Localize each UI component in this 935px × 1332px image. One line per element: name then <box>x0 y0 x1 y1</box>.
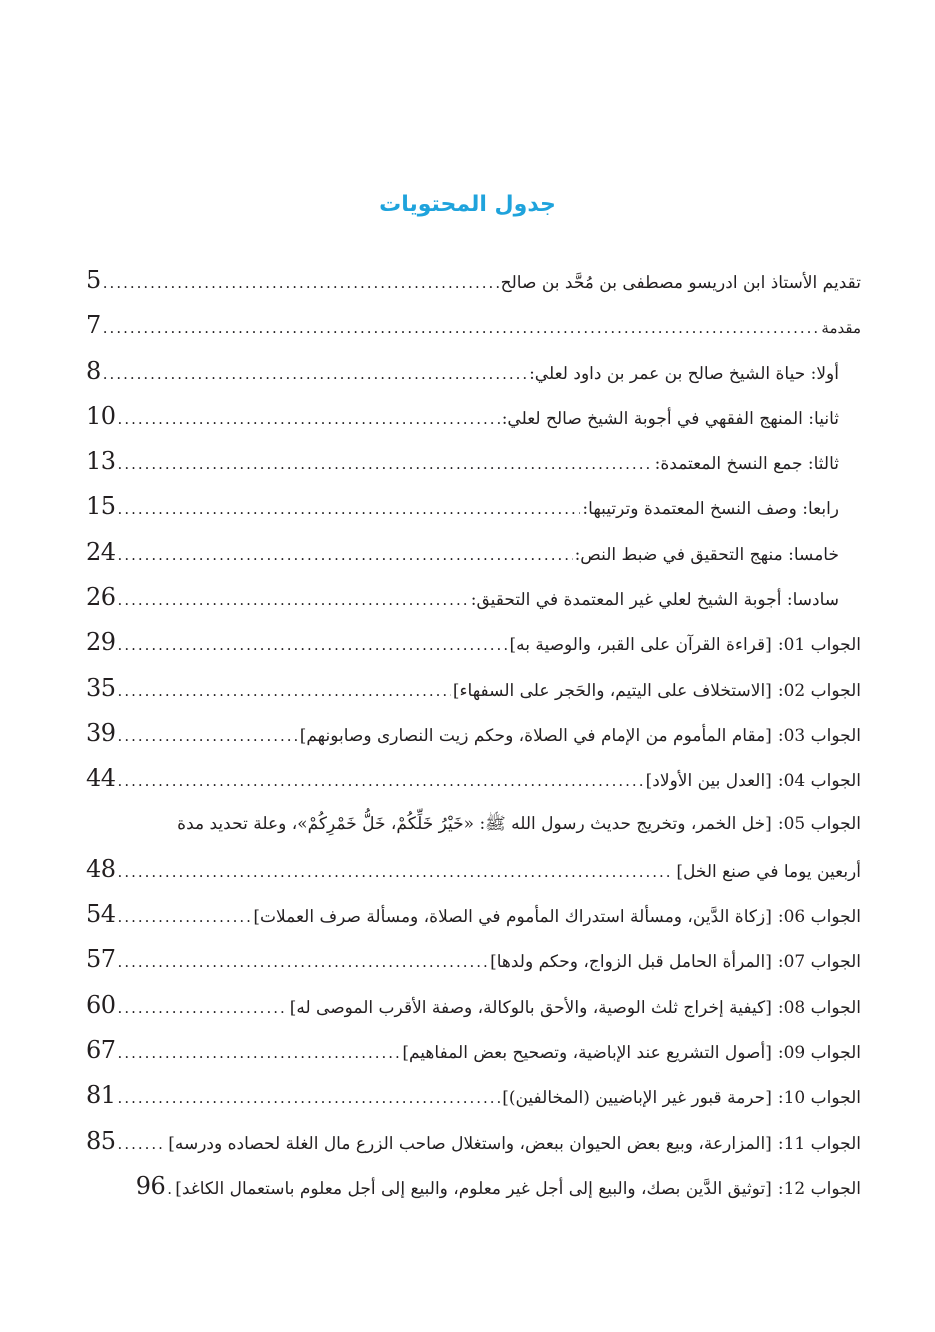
toc-entry-title: سادسا: أجوبة الشيخ لعلي غير المعتمدة في التحقيق: <box>470 590 839 611</box>
toc-page-number: 10 <box>86 401 116 430</box>
toc-page-number: 48 <box>86 854 116 883</box>
toc-entry-title: مقدمة <box>821 319 861 338</box>
answer-label: الجواب 10: <box>777 1088 861 1109</box>
dot-leader <box>118 491 581 527</box>
toc-page-number: 29 <box>86 628 116 657</box>
toc-entry-title: [المزارعة، وبيع بعض الحيوان ببعض، واستغلال صاحب الزرع مال الغلة لحصاده ودرسه] <box>168 1133 772 1154</box>
toc-page-number: 35 <box>86 673 116 702</box>
toc-entry-title: [قراءة القرآن على القبر، والوصية به] <box>509 635 772 656</box>
table-of-contents <box>86 262 861 1213</box>
toc-entry-title: [العدل بين الأولاد] <box>645 771 772 792</box>
answer-label: الجواب 01: <box>777 635 861 656</box>
dot-leader <box>118 990 288 1026</box>
toc-entry-section-5[interactable] <box>86 534 861 579</box>
answer-label: الجواب 09: <box>777 1043 861 1064</box>
toc-page-number: 26 <box>86 583 116 612</box>
toc-page-number: 81 <box>86 1081 116 1110</box>
answer-label: الجواب 11: <box>777 1133 861 1154</box>
toc-entry-title-continued: أربعين يوما في صنع الخل] <box>676 861 861 882</box>
toc-entry-answer-07[interactable] <box>86 941 861 986</box>
toc-entry-title: [توثيق الدَّين بصك، والبيع إلى أجل غير معلوم، والبيع إلى أجل معلوم باستعمال الكاغد] <box>175 1178 772 1199</box>
toc-entry-answer-01[interactable] <box>86 624 861 669</box>
toc-page-number: 5 <box>86 266 101 294</box>
toc-page-number: 39 <box>86 718 116 747</box>
toc-entry-title: [خل الخمر، وتخريج حديث رسول الله ﷺ: «خَيْرُ خَلِّكُمْ، خَلُّ خَمْرِكُمْ»، وعلة تحديد مدة <box>177 813 772 834</box>
dot-leader <box>118 537 573 573</box>
dot-leader <box>103 265 499 301</box>
dot-leader <box>167 1171 173 1207</box>
dot-leader <box>118 854 675 890</box>
toc-entry-answer-08[interactable] <box>86 987 861 1032</box>
toc-entry-title: رابعا: وصف النسخ المعتمدة وترتيبها: <box>582 499 839 520</box>
toc-page-number: 60 <box>86 990 116 1019</box>
toc-entry-title: [مقام المأموم من الإمام في الصلاة، وحكم زيت النصارى وصابونهم] <box>299 725 772 746</box>
toc-entry-title: [حرمة قبور غير الإباضيين (المخالفين)] <box>502 1088 772 1109</box>
dot-leader <box>118 401 500 437</box>
dot-leader <box>118 944 489 980</box>
toc-entry-foreword[interactable] <box>86 262 861 307</box>
toc-page-number: 54 <box>86 900 116 929</box>
toc-entry-section-2[interactable] <box>86 398 861 443</box>
dot-leader <box>118 1080 501 1116</box>
toc-entry-title: أولا: حياة الشيخ صالح بن عمر بن داود لعلي: <box>529 363 839 384</box>
toc-entry-title: تقديم الأستاذ ابن ادريسو مصطفى بن مُحَّد بن صالح <box>500 273 861 293</box>
toc-entry-title: [أصول التشريع عند الإباضية، وتصحيح بعض المفاهيم] <box>402 1043 772 1064</box>
toc-entry-answer-09[interactable] <box>86 1032 861 1077</box>
answer-label: الجواب 12: <box>777 1178 861 1199</box>
toc-entry-answer-05[interactable] <box>86 806 861 851</box>
answer-label: الجواب 02: <box>777 680 861 701</box>
toc-page-number: 57 <box>86 945 116 974</box>
toc-entry-title: ثانيا: المنهج الفقهي في أجوبة الشيخ صالح لعلي: <box>501 408 839 429</box>
toc-entry-title: ثالثا: جمع النسخ المعتمدة: <box>654 454 839 475</box>
toc-entry-answer-06[interactable] <box>86 896 861 941</box>
toc-entry-title: [كيفية إخراج ثلث الوصية، والأحق بالوكالة، وصفة الأقرب الموصى له] <box>289 997 772 1018</box>
toc-page-number: 13 <box>86 447 116 476</box>
answer-label: الجواب 04: <box>777 771 861 792</box>
toc-entry-section-3[interactable] <box>86 443 861 488</box>
dot-leader <box>118 1035 401 1071</box>
toc-page-number: 44 <box>86 764 116 793</box>
dot-leader <box>118 1126 167 1162</box>
toc-entry-introduction[interactable] <box>86 307 861 352</box>
page-title: جدول المحتويات <box>379 192 556 217</box>
dot-leader <box>118 718 298 754</box>
answer-label: الجواب 07: <box>777 952 861 973</box>
toc-entry-title: [زكاة الدَّين، ومسألة استدراك المأموم في الصلاة، ومسألة صرف العملات] <box>253 907 772 928</box>
toc-entry-section-1[interactable] <box>86 353 861 398</box>
toc-page-number: 24 <box>86 537 116 566</box>
toc-entry-title: [الاستخلاف على اليتيم، والحَجر على السفهاء] <box>452 680 772 701</box>
toc-entry-answer-11[interactable] <box>86 1123 861 1168</box>
answer-label: الجواب 06: <box>777 907 861 928</box>
toc-entry-answer-03[interactable] <box>86 715 861 760</box>
answer-label: الجواب 08: <box>777 997 861 1018</box>
dot-leader <box>103 356 527 392</box>
toc-page-number: 96 <box>135 1171 166 1200</box>
toc-entry-answer-05-continued[interactable] <box>86 851 861 896</box>
toc-entry-title: [المرأة الحامل قبل الزواج، وحكم ولدها] <box>490 952 772 973</box>
answer-label: الجواب 03: <box>777 725 861 746</box>
dot-leader <box>103 310 820 346</box>
toc-entry-section-6[interactable] <box>86 579 861 624</box>
toc-entry-answer-10[interactable] <box>86 1077 861 1122</box>
dot-leader <box>118 763 644 799</box>
toc-entry-title: خامسا: منهج التحقيق في ضبط النص: <box>574 544 839 565</box>
dot-leader <box>118 446 653 482</box>
toc-entry-section-4[interactable] <box>86 488 861 533</box>
answer-label: الجواب 05: <box>777 813 861 834</box>
dot-leader <box>118 899 252 935</box>
toc-page-number: 85 <box>86 1126 116 1155</box>
toc-entry-answer-02[interactable] <box>86 670 861 715</box>
dot-leader <box>118 582 469 618</box>
dot-leader <box>118 673 451 709</box>
toc-page-number: 67 <box>86 1036 116 1065</box>
toc-page-number: 15 <box>86 492 116 521</box>
toc-page-number: 7 <box>86 311 101 340</box>
dot-leader <box>118 627 508 663</box>
toc-page-number: 8 <box>86 356 101 385</box>
toc-entry-answer-12[interactable] <box>86 1168 861 1213</box>
toc-entry-answer-04[interactable] <box>86 760 861 805</box>
